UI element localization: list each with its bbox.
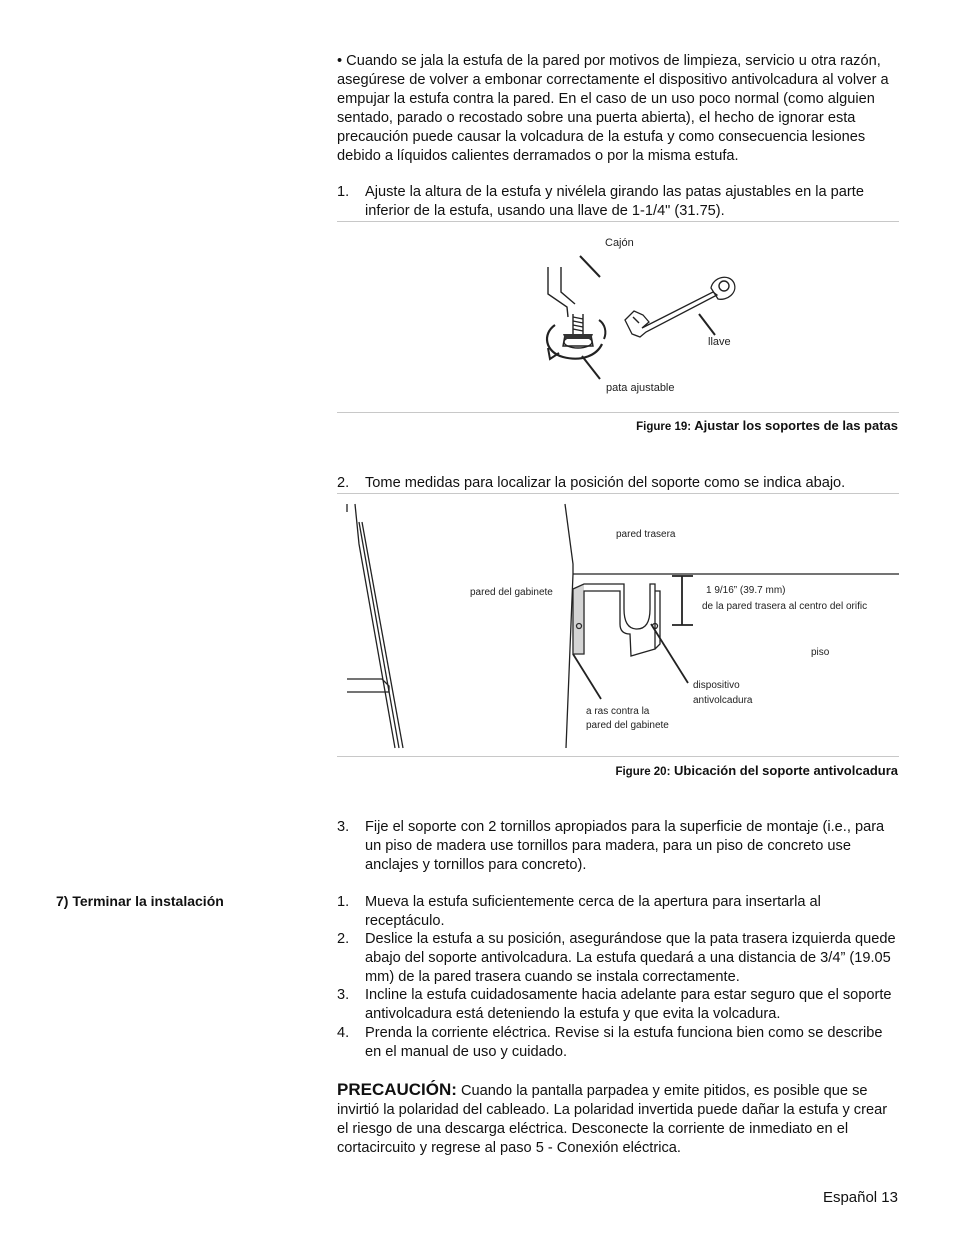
- figure-19-leg-label: pata ajustable: [606, 382, 675, 394]
- figure-19-drawer-label: Cajón: [605, 237, 634, 249]
- figure-19: [337, 222, 899, 412]
- step-2-text: Tome medidas para localizar la posición del soporte como se indica abajo.: [365, 475, 846, 491]
- figure-20-device-label-line-1: dispositivo: [693, 680, 740, 691]
- figure-19-caption-prefix: Figure 19:: [636, 421, 692, 433]
- figure-20-floor-label: piso: [811, 647, 830, 658]
- step-2: [337, 474, 899, 493]
- figure-20: [337, 494, 899, 754]
- step-3: [337, 818, 899, 875]
- precaution-heading: PRECAUCIÓN:: [337, 1080, 457, 1099]
- step-3-number: 3.: [337, 819, 350, 835]
- section-7-item-2: [337, 930, 899, 987]
- figure-20-measurement-line-2: de la pared trasera al centro del orific: [702, 601, 868, 612]
- step-3-text: Fije el soporte con 2 tornillos apropiados para la superficie de montaje (i.e., para un piso de madera use tornillos para madera, para un piso de concreto use anclajes y tornillos para concreto).: [365, 819, 885, 873]
- step-1-text: Ajuste la altura de la estufa y nivélela girando las patas ajustables en la parte inferior de la estufa, usando una llave de 1-1/4" (31.75).: [365, 184, 864, 219]
- figure-20-flush-label-line-1: a ras contra la: [586, 706, 650, 717]
- section-7-heading: 7) Terminar la instalación: [56, 893, 224, 909]
- figure-20-cabinet-wall-label: pared del gabinete: [470, 587, 553, 598]
- figure-20-caption-prefix: Figure 20:: [615, 766, 671, 778]
- figure-19-caption-text: Ajustar los soportes de las patas: [694, 418, 898, 433]
- section-7-item-3-text: Incline la estufa cuidadosamente hacia adelante para estar seguro que el soporte antivolcadura está deteniendo la estufa y que evita la volcadura.: [365, 987, 892, 1022]
- section-7-item-3: [337, 986, 899, 1024]
- precaution-block: [337, 1080, 899, 1158]
- intro-paragraph: • Cuando se jala la estufa de la pared por motivos de limpieza, servicio u otra razón, asegúrese de volver a embonar correctamente el dispositivo antivolcadura al volver a empujar la estufa contra la pared. En el caso de un uso poco normal (como alguien sentado, parado o recostado sobre una puerta abierta), el hecho de ignorar esta precaución puede causar la volcadura de la estufa y como consecuencia lesiones debido a líquidos calientes derramados o por la misma estufa.: [337, 53, 889, 164]
- section-7-item-1-number: 1.: [337, 894, 350, 910]
- figure-19-bottom-rule: [337, 412, 899, 413]
- section-7-item-4: [337, 1024, 899, 1062]
- step-1: [337, 183, 899, 221]
- step-1-number: 1.: [337, 184, 350, 200]
- figure-20-caption: [615, 763, 898, 778]
- figure-20-caption-text: Ubicación del soporte antivolcadura: [674, 763, 898, 778]
- page-number: Español 13: [822, 1189, 898, 1206]
- section-7-item-3-number: 3.: [337, 987, 350, 1003]
- section-7-item-2-number: 2.: [337, 931, 350, 947]
- step-2-number: 2.: [337, 475, 350, 491]
- figure-20-flush-label-line-2: pared del gabinete: [586, 720, 669, 731]
- figure-20-measurement-line-1: 1 9/16” (39.7 mm): [706, 585, 786, 596]
- section-7-item-2-text: Deslice la estufa a su posición, asegurándose que la pata trasera izquierda quede abajo del soporte antivolcadura. La estufa quedará a una distancia de 3/4” (19.05 mm) de la pared trasera cuando se instala correctamente.: [365, 931, 896, 985]
- figure-19-wrench-label: llave: [708, 336, 731, 348]
- figure-19-caption: [636, 418, 898, 433]
- figure-20-bottom-rule: [337, 756, 899, 757]
- section-7-item-1-text: Mueva la estufa suficientemente cerca de la apertura para insertarla al receptáculo.: [365, 894, 821, 929]
- precaution-text: Cuando la pantalla parpadea y emite pitidos, es posible que se invirtió la polaridad del cableado. La polaridad invertida puede dañar la estufa y crear el riesgo de una descarga eléctrica. Desconecte la corriente de inmediato en el cortacircuito y regrese al paso 5 - Conexión eléctrica.: [337, 1083, 888, 1156]
- figure-20-device-label-line-2: antivolcadura: [693, 695, 753, 706]
- section-7-item-1: [337, 893, 899, 931]
- section-7-item-4-number: 4.: [337, 1025, 350, 1041]
- figure-20-rear-wall-label: pared trasera: [616, 529, 676, 540]
- section-7-item-4-text: Prenda la corriente eléctrica. Revise si la estufa funciona bien como se describe en el manual de uso y cuidado.: [365, 1025, 883, 1060]
